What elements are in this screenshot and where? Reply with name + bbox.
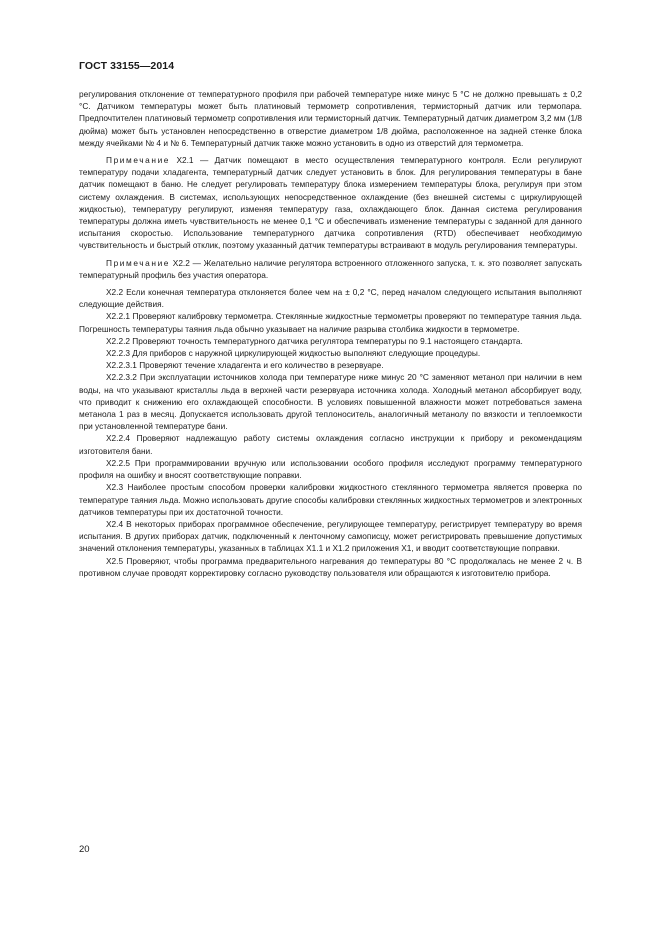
note-label: Примечание [106, 257, 171, 268]
note-x2-1 [79, 154, 582, 252]
clause-x2-2-2: Х2.2.2 Проверяют точность температурного датчика регулятора температуры по 9.1 настоящего стандарта. [106, 335, 523, 346]
clause-x2-2-5: Х2.2.5 При программировании вручную или использовании особого профиля исследуют программу температурного профиля на ошибку и вносят соответствующие поправки. [79, 457, 582, 481]
note-label: Примечание [106, 155, 171, 166]
clause-x2-2-4: Х2.2.4 Проверяют надлежащую работу системы охлаждения согласно инструкции к прибору и рекомендациям изготовителя бани. [79, 433, 582, 456]
clause-x2-5: Х2.5 Проверяют, чтобы программа предварительного нагревания до температуры 80 °C продолжалась не менее 2 ч. В противном случае проводят корректировку согласно руководству пользователя или обращаются к изготовителю прибора. [79, 555, 582, 578]
clause-x2-2-3-1: Х2.2.3.1 Проверяют течение хладагента и его количество в резервуаре. [106, 360, 384, 371]
paragraph-continuation: регулирования отклонение от температурного профиля при рабочей температуре ниже минус 5 °C не должно превышать ± 0,2 °C. Датчиком температуры может быть платиновый термометр сопротивления, термисторный датчик или термопара. Предпочтителен платиновый термометр сопротивления или термисторный датчик. Температурный датчик диаметром 3,2 мм (1/8 дюйма) может быть установлен непосредственно в отверстие диаметром 1/8 дюйма, расположенное на задней стенке блока между ячейками № 4 и № 6. Температурный датчик также можно установить в одно из отверстий для термометра. [79, 89, 582, 148]
clause-x2-2: Х2.2 Если конечная температура отклоняется более чем на ± 0,2 °C, перед началом следующего испытания выполняют следующие действия. [79, 287, 582, 310]
clause-x2-2-3: Х2.2.3 Для приборов с наружной циркулирующей жидкостью выполняют следующие процедуры. [106, 348, 481, 359]
document-body [79, 88, 582, 579]
clause-x2-3: Х2.3 Наиболее простым способом проверки калибровки жидкостного стеклянного термометра является проверка по температуре таяния льда. Можно использовать другие способы калибровки стеклянных жидкостных термометров и электронных датчиков температуры при их достаточной точности. [79, 482, 582, 517]
clause-x2-2-3-2: Х2.2.3.2 При эксплуатации источников холода при температуре ниже минус 20 °C заменяют метанол при наличии в нем воды, на что указывают кристаллы льда в верхней части резервуара источника холода. Холодный метанол абсорбирует воду, что приводит к снижению его охлаждающей способности. В условиях повышенной влажности может потребоваться замена метанола 1 раз в месяц. Допускается использовать другой теплоноситель, аналогичный метанолу по вязкости и теплоемкости при установленной температуре бани. [79, 372, 582, 432]
note-text: Х2.1 — Датчик помещают в место осуществления температурного контроля. Если регулируют температуру подачи хладагента, температурный датчик следует установить в блок. Для регулирования температуры в бане датчик помещают в баню. Не следует регулировать температуру блока измерением температуры блока, регулируя при этом систему охлаждения. В системах, использующих непосредственное охлаждение (без внешней системы с циркулирующей жидкостью), температуру регулируют, изменяя температуру газа, охлаждающего блок. Данная система регулирования температуры должна иметь чувствительность не менее 0,1 °C и обеспечивать изменение температуры с заданной для данного испытания скоростью. Использование температурного датчика сопротивления (RTD) обеспечивает необходимую чувствительность и быстрый отклик, поэтому указанный датчик температуры встраивают в модуль регулирования температуры. [79, 155, 582, 251]
clause-x2-2-1: Х2.2.1 Проверяют калибровку термометра. Стеклянные жидкостные термометры проверяют по температуре таяния льда. Погрешность температуры таяния льда обычно указывает на наличие разрыва столбика жидкости в термометре. [79, 311, 582, 334]
clause-x2-4: Х2.4 В некоторых приборах программное обеспечение, регулирующее температуру, регистрирует температуру во время испытания. В других приборах датчик, подключенный к ленточному самописцу, может регистрировать превышение допустимых значений отклонения температуры, указанных в таблицах Х1.1 и Х1.2 приложения Х1, и вводит соответствующие поправки. [79, 518, 582, 554]
standard-header: ГОСТ 33155—2014 [79, 60, 175, 72]
page-number: 20 [79, 844, 90, 855]
note-text: Х2.2 — Желательно наличие регулятора встроенного отложенного запуска, т. к. это позволяет запускать температурный профиль без участия оператора. [79, 257, 583, 280]
note-x2-2 [79, 257, 582, 281]
